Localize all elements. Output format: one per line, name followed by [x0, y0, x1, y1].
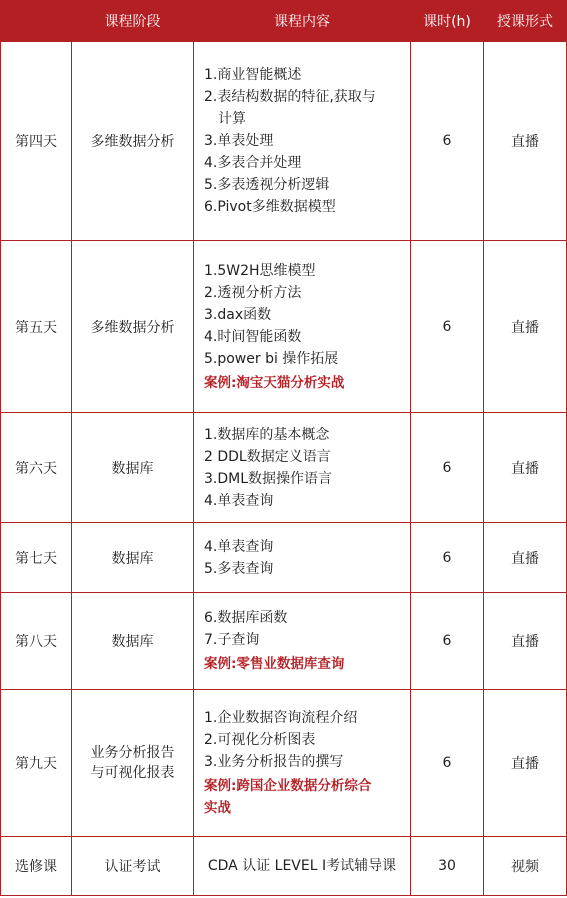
table-row [1, 42, 567, 241]
hours-cell: 6 [411, 413, 484, 523]
content-item: 1.数据库的基本概念 [204, 426, 330, 443]
header-format: 授课形式 [484, 1, 567, 42]
table-row [1, 241, 567, 413]
stage-line: 业务分析报告 [90, 745, 175, 761]
day-cell: 第五天 [1, 241, 72, 413]
case-study-label: 实战 [204, 800, 231, 816]
header-stage: 课程阶段 [72, 1, 194, 42]
stage-cell: 多维数据分析 [72, 42, 194, 241]
content-item: 6.Pivot多维数据模型 [204, 199, 336, 215]
content-item: 4.单表查询 [204, 538, 274, 555]
hours-cell: 6 [411, 690, 484, 837]
case-study-label: 案例:跨国企业数据分析综合 [204, 778, 372, 794]
content-cell [194, 837, 411, 896]
hours-cell: 6 [411, 42, 484, 241]
content-item: 2.透视分析方法 [204, 284, 302, 301]
content-item: 1.商业智能概述 [204, 67, 302, 83]
stage-cell: 数据库 [72, 593, 194, 690]
content-cell [194, 42, 411, 241]
content-item: 4.单表查询 [204, 492, 274, 509]
format-cell: 直播 [484, 523, 567, 593]
case-study-label: 案例:零售业数据库查询 [204, 656, 345, 672]
content-cell [194, 241, 411, 413]
table-row [1, 413, 567, 523]
header-day [1, 1, 72, 42]
stage-line: 与可视化报表 [90, 765, 175, 781]
hours-cell: 6 [411, 523, 484, 593]
content-item: 6.数据库函数 [204, 610, 288, 626]
content-item: 7.子查询 [204, 632, 260, 648]
day-cell: 第四天 [1, 42, 72, 241]
content-item: 计算 [218, 111, 246, 127]
content-cell [194, 413, 411, 523]
content-item: 3.dax函数 [204, 306, 272, 323]
table-row [1, 593, 567, 690]
hours-cell: 6 [411, 593, 484, 690]
content-item: CDA 认证 LEVEL I考试辅导课 [207, 858, 397, 874]
format-cell: 直播 [484, 690, 567, 837]
content-item: 2.表结构数据的特征,获取与 [204, 89, 376, 105]
content-cell [194, 523, 411, 593]
content-item: 5.多表透视分析逻辑 [204, 177, 330, 193]
content-cell [194, 690, 411, 837]
stage-cell [72, 690, 194, 837]
stage-cell: 认证考试 [72, 837, 194, 896]
stage-cell: 多维数据分析 [72, 241, 194, 413]
content-item: 5.power bi 操作拓展 [204, 350, 339, 367]
case-study-label: 案例:淘宝天猫分析实战 [204, 374, 345, 391]
day-cell: 选修课 [1, 837, 72, 896]
content-item: 5.多表查询 [204, 560, 274, 577]
hours-cell: 30 [411, 837, 484, 896]
day-cell: 第九天 [1, 690, 72, 837]
table-row [1, 837, 567, 896]
content-item: 3.单表处理 [204, 133, 274, 149]
format-cell: 直播 [484, 241, 567, 413]
content-item: 1.5W2H思维模型 [204, 262, 316, 279]
content-item: 1.企业数据咨询流程介绍 [204, 710, 358, 726]
content-cell [194, 593, 411, 690]
table-row [1, 523, 567, 593]
format-cell: 直播 [484, 42, 567, 241]
table-row [1, 690, 567, 837]
content-item: 2 DDL数据定义语言 [204, 448, 331, 465]
header-hours: 课时(h) [411, 1, 484, 42]
stage-cell: 数据库 [72, 523, 194, 593]
format-cell: 视频 [484, 837, 567, 896]
day-cell: 第六天 [1, 413, 72, 523]
stage-cell: 数据库 [72, 413, 194, 523]
format-cell: 直播 [484, 413, 567, 523]
header-content: 课程内容 [194, 1, 411, 42]
day-cell: 第八天 [1, 593, 72, 690]
content-item: 3.业务分析报告的撰写 [204, 754, 344, 770]
hours-cell: 6 [411, 241, 484, 413]
content-item: 3.DML数据操作语言 [204, 470, 333, 487]
content-item: 2.可视化分析图表 [204, 732, 316, 748]
day-cell: 第七天 [1, 523, 72, 593]
format-cell: 直播 [484, 593, 567, 690]
content-item: 4.时间智能函数 [204, 328, 302, 345]
table-header-row [1, 1, 567, 42]
content-item: 4.多表合并处理 [204, 155, 302, 171]
